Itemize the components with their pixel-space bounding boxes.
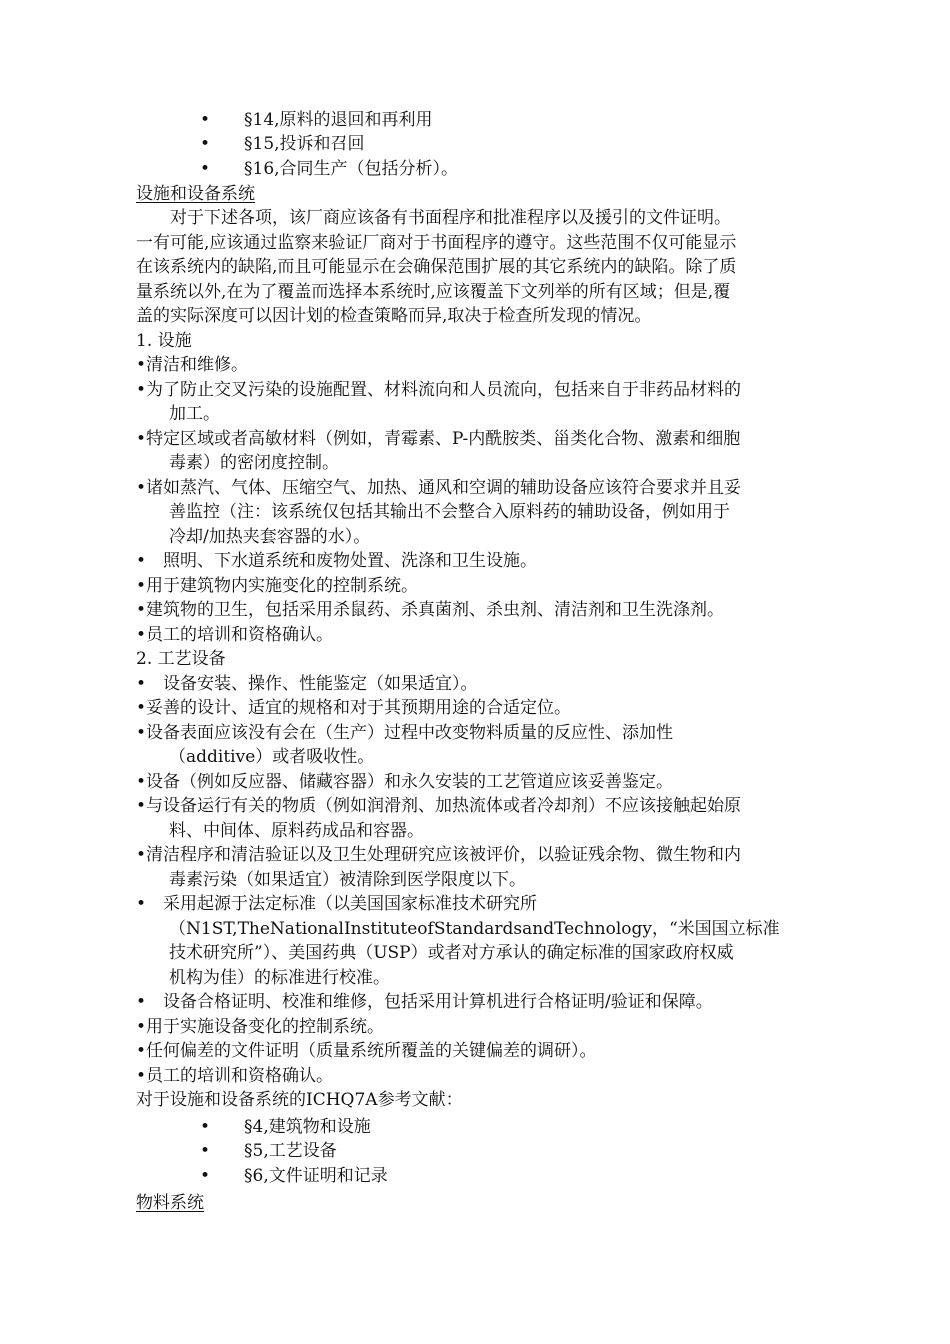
paragraph-line: 一有可能,应该通过监察来验证厂商对于书面程序的遵守。这些范围不仅可能显示 [136, 233, 737, 253]
list-item-continuation: 加工。 [169, 404, 220, 424]
list-item: •设备（例如反应器、储藏容器）和永久安装的工艺管道应该妥善鉴定。 [136, 772, 674, 792]
list-item: •用于实施设备变化的控制系统。 [136, 1017, 385, 1037]
list-item: • 照明、下水道系统和废物处置、洗涤和卫生设施。 [136, 551, 538, 571]
paragraph-line: 盖的实际深度可以因计划的检查策略而异,取决于检查所发现的情况。 [136, 306, 652, 326]
ref-item: §16,合同生产（包括分析）。 [244, 159, 459, 179]
bullet: • [200, 134, 211, 154]
bullet: • [200, 1141, 211, 1161]
heading-equipment: 2. 工艺设备 [136, 649, 226, 669]
section-title-facilities: 设施和设备系统 [136, 184, 255, 204]
heading-facilities: 1. 设施 [136, 331, 192, 351]
list-item: •清洁和维修。 [136, 355, 249, 375]
list-item: •与设备运行有关的物质（例如润滑剂、加热流体或者冷却剂）不应该接触起始原 [136, 796, 742, 816]
list-item-continuation: 料、中间体、原料药成品和容器。 [169, 821, 424, 841]
list-item-continuation: 技术研究所”）、美国药典（USP）或者对方承认的确定标准的国家政府权威 [169, 943, 734, 963]
list-item: •诸如蒸汽、气体、压缩空气、加热、通风和空调的辅助设备应该符合要求并且妥 [136, 478, 742, 498]
ref-item: §15,投诉和召回 [244, 134, 365, 154]
list-item: •为了防止交叉污染的设施配置、材料流向和人员流向，包括来自于非药品材料的 [136, 380, 742, 400]
list-item: •员工的培训和资格确认。 [136, 1066, 334, 1086]
paragraph-line: 在该系统内的缺陷,而且可能显示在会确保范围扩展的其它系统内的缺陷。除了质 [136, 257, 737, 277]
bullet: • [200, 110, 211, 130]
list-item: •用于建筑物内实施变化的控制系统。 [136, 576, 419, 596]
list-item: •任何偏差的文件证明（质量系统所覆盖的关键偏差的调研）。 [136, 1041, 597, 1061]
list-item: •清洁程序和清洁验证以及卫生处理研究应该被评价，以验证残余物、微生物和内 [136, 845, 742, 865]
list-item-continuation: 毒素）的密闭度控制。 [169, 453, 339, 473]
section-title-materials: 物料系统 [136, 1193, 204, 1213]
list-item: •员工的培训和资格确认。 [136, 625, 334, 645]
paragraph-line: 量系统以外,在为了覆盖而选择本系统时,应该覆盖下文列举的所有区域；但是,覆 [136, 282, 731, 302]
list-item-continuation: （N1ST,TheNationalInstituteofStandardsandTechnology，“米国国立标准 [169, 919, 780, 939]
bullet: • [200, 159, 211, 179]
refs-label: 对于设施和设备系统的ICHQ7A参考文献： [136, 1090, 463, 1110]
paragraph-line: 对于下述各项，该厂商应该备有书面程序和批准程序以及援引的文件证明。 [136, 208, 731, 228]
list-item: • 采用起源于法定标准（以美国国家标准技术研究所 [136, 894, 538, 914]
ref-item: §6,文件证明和记录 [244, 1166, 388, 1186]
list-item-continuation: 善监控（注：该系统仅包括其输出不会整合入原料药的辅助设备，例如用于 [169, 502, 730, 522]
list-item: •妥善的设计、适宜的规格和对于其预期用途的合适定位。 [136, 698, 572, 718]
list-item-continuation: 冷却/加热夹套容器的水）。 [169, 527, 371, 547]
list-item-continuation: （additive）或者吸收性。 [169, 747, 375, 767]
ref-item: §14,原料的退回和再利用 [244, 110, 433, 130]
list-item: •特定区域或者高敏材料（例如，青霉素、P-内酰胺类、甾类化合物、激素和细胞 [136, 429, 741, 449]
ref-item: §4,建筑物和设施 [244, 1117, 371, 1137]
list-item-continuation: 毒素污染（如果适宜）被清除到医学限度以下。 [169, 870, 526, 890]
list-item: • 设备合格证明、校准和维修，包括采用计算机进行合格证明/验证和保障。 [136, 992, 713, 1012]
list-item: • 设备安装、操作、性能鉴定（如果适宜）。 [136, 674, 478, 694]
bullet: • [200, 1117, 211, 1137]
ref-item: §5,工艺设备 [244, 1141, 337, 1161]
list-item: •建筑物的卫生，包括采用杀鼠药、杀真菌剂、杀虫剂、清洁剂和卫生洗涤剂。 [136, 600, 725, 620]
bullet: • [200, 1166, 211, 1186]
list-item-continuation: 机构为佳）的标准进行校准。 [169, 968, 390, 988]
list-item: •设备表面应该没有会在（生产）过程中改变物料质量的反应性、添加性 [136, 723, 674, 743]
